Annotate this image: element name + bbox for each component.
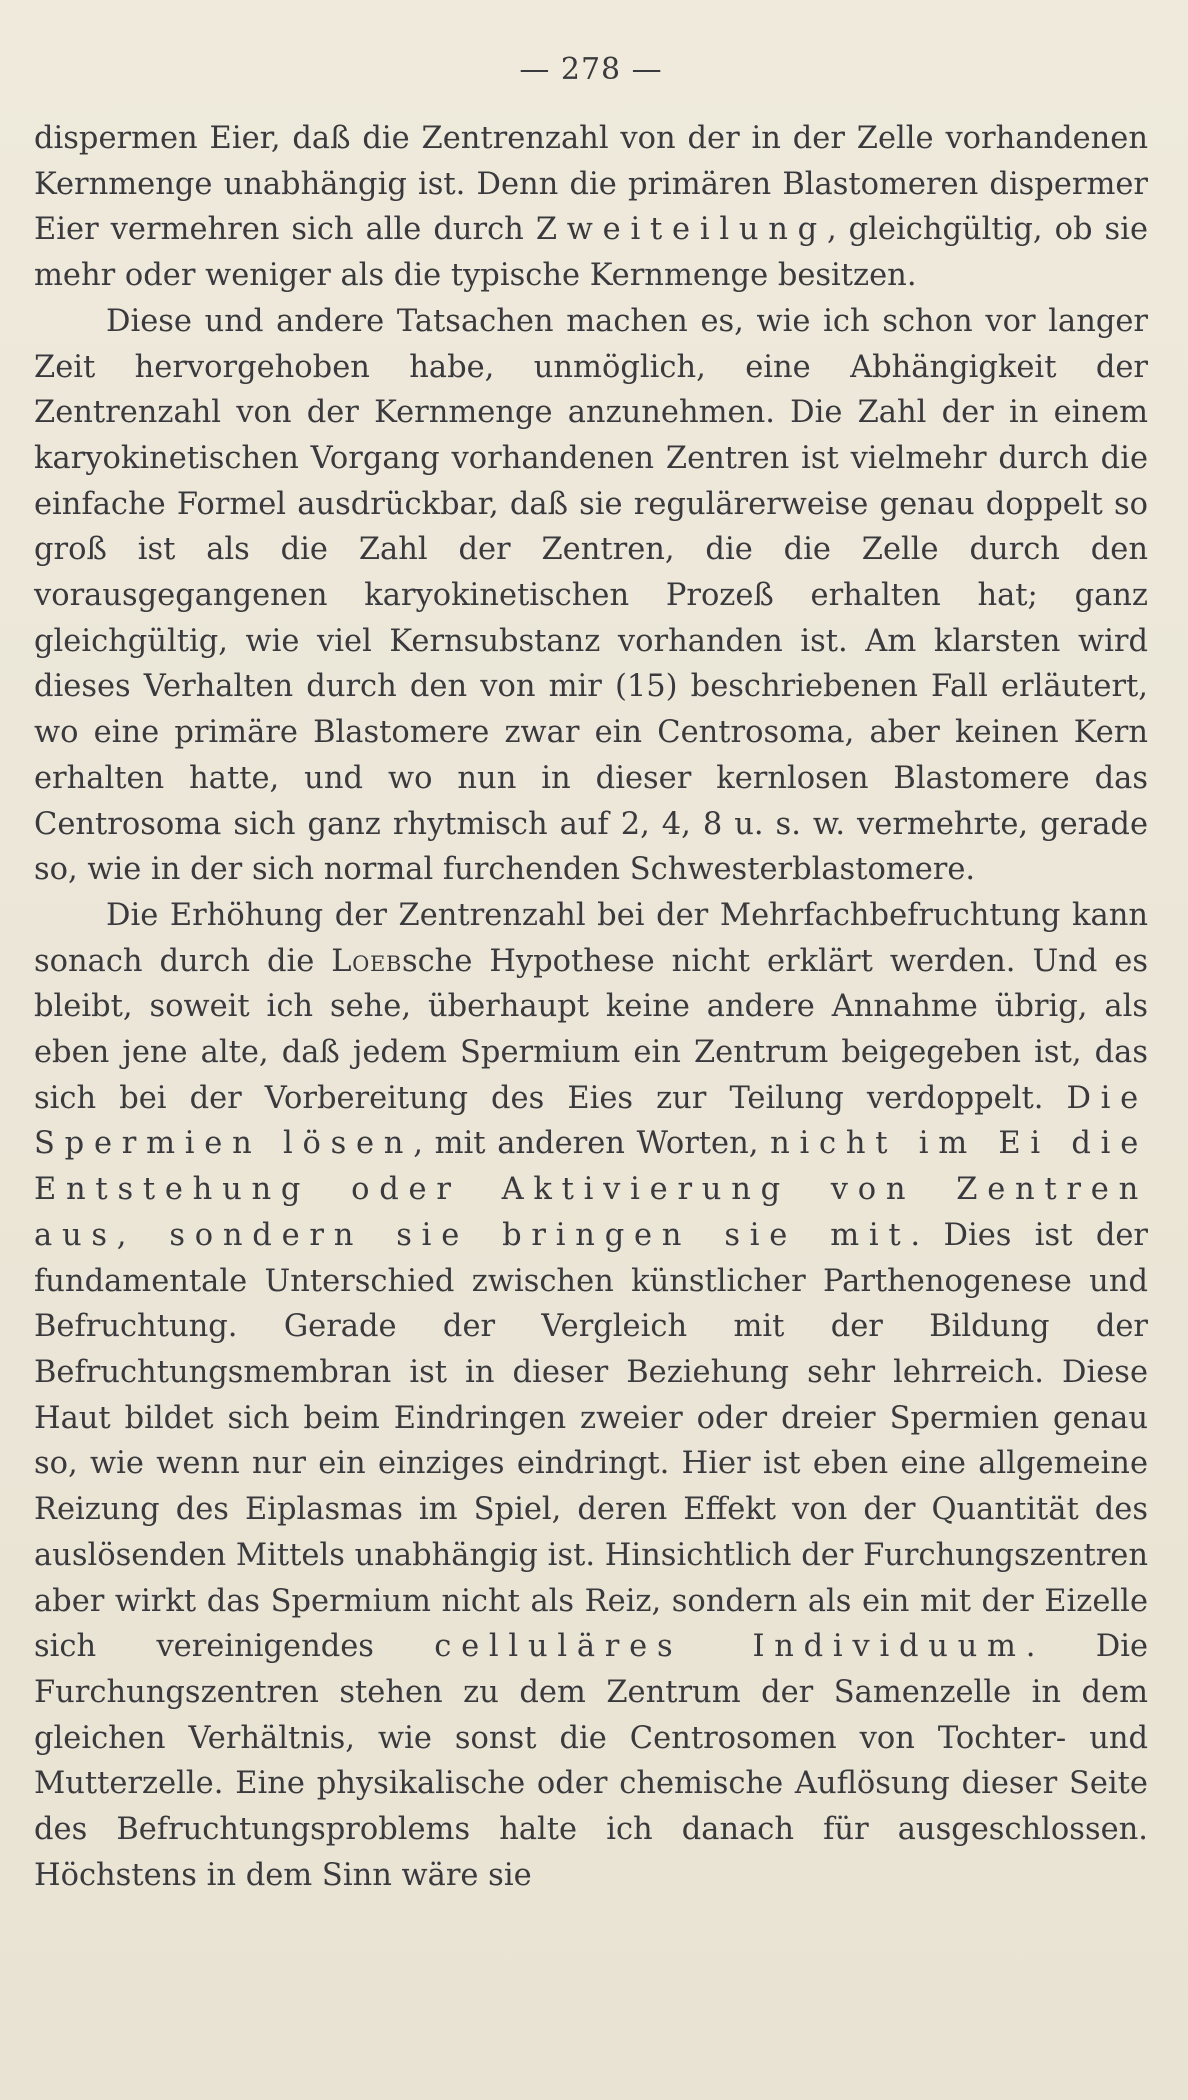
paragraph-3 <box>34 893 1148 1898</box>
paragraph-1 <box>34 116 1148 299</box>
body-text <box>34 116 1148 1898</box>
emphasis-spaced: Die Spermien lösen <box>34 1080 1148 1162</box>
text-run: sche Hypothese nicht erklärt werden. Und es bleibt, soweit ich sehe, überhaupt keine andere Annahme übrig, als eben jene alte, daß jedem Spermium ein Zentrum beigegeben ist, das sich bei der Vorbereitung des Eies zur Teilung verdoppelt. <box>34 943 1149 1116</box>
emphasis-spaced: celluläres Individuum <box>434 1629 1026 1665</box>
text-run: Diese und andere Tatsachen machen es, wie ich schon vor langer Zeit hervorgehoben habe, unmöglich, eine Abhängigkeit der Zentrenzahl von der Kernmenge anzunehmen. Die Zahl der in einem karyokinetischen Vorgang vorhandenen Zentren ist vielmehr durch die einfache Formel ausdrückbar, daß sie regulärerweise genau doppelt so groß ist als die Zahl der Zentren, die die Zelle durch den vorausgegangenen karyokinetischen Prozeß erhalten hat; ganz gleichgültig, wie viel Kernsubstanz vorhanden ist. Am klarsten wird dieses Verhalten durch den von mir (15) beschriebenen Fall erläutert, wo eine primäre Blastomere zwar ein Centrosoma, aber keinen Kern erhalten hatte, und wo nun in dieser kernlosen Blastomere das Centrosoma sich ganz rhytmisch auf 2, 4, 8 u. s. w. vermehrte, gerade so, wie in der sich normal furchenden Schwesterblastomere. <box>34 303 1148 888</box>
text-run: . Die Furchungszentren stehen zu dem Zentrum der Samenzelle in dem gleichen Verhältnis, wie sonst die Centrosomen von Tochter- und Mutterzelle. Eine physikalische oder chemische Auflösung dieser Seite des Befruchtungsproblems halte ich danach für ausgeschlossen. Höchstens in dem Sinn wäre sie <box>34 1629 1148 1893</box>
author-name-smallcaps: Loeb <box>331 943 402 979</box>
text-run: Die Erhöhung der Zentrenzahl bei der Mehrfachbefruchtung kann sonach durch die <box>34 897 1148 979</box>
paragraph-2 <box>34 299 1148 893</box>
text-run: , mit anderen Worten, <box>413 1126 771 1162</box>
emphasis-spaced: nicht im Ei die Entstehung oder Aktivierung von Zentren aus, sondern sie bringen sie mit <box>34 1126 1149 1253</box>
emphasis-spaced: Zweiteilung <box>535 212 827 248</box>
page-number: — 278 — <box>519 52 663 87</box>
text-run: , gleichgültig, ob sie mehr oder weniger als die typische Kernmenge besitzen. <box>34 212 1148 294</box>
text-run: . Dies ist der fundamentale Unterschied zwischen künstlicher Parthenogenese und Befruchtung. Gerade der Vergleich mit der Bildung der Befruchtungsmembran ist in dieser Beziehung sehr lehrreich. Diese Haut bildet sich beim Eindringen zweier oder dreier Spermien genau so, wie wenn nur ein einziges eindringt. Hier ist eben eine allgemeine Reizung des Eiplasmas im Spiel, deren Effekt von der Quantität des auslösenden Mittels unabhängig ist. Hinsichtlich der Furchungszentren aber wirkt das Spermium nicht als Reiz, sondern als ein mit der Eizelle sich vereinigendes <box>34 1217 1148 1665</box>
text-run: dispermen Eier, daß die Zentrenzahl von der in der Zelle vorhandenen Kernmenge unabhängig ist. Denn die primären Blastomeren dispermer Eier vermehren sich alle durch <box>34 121 1148 248</box>
